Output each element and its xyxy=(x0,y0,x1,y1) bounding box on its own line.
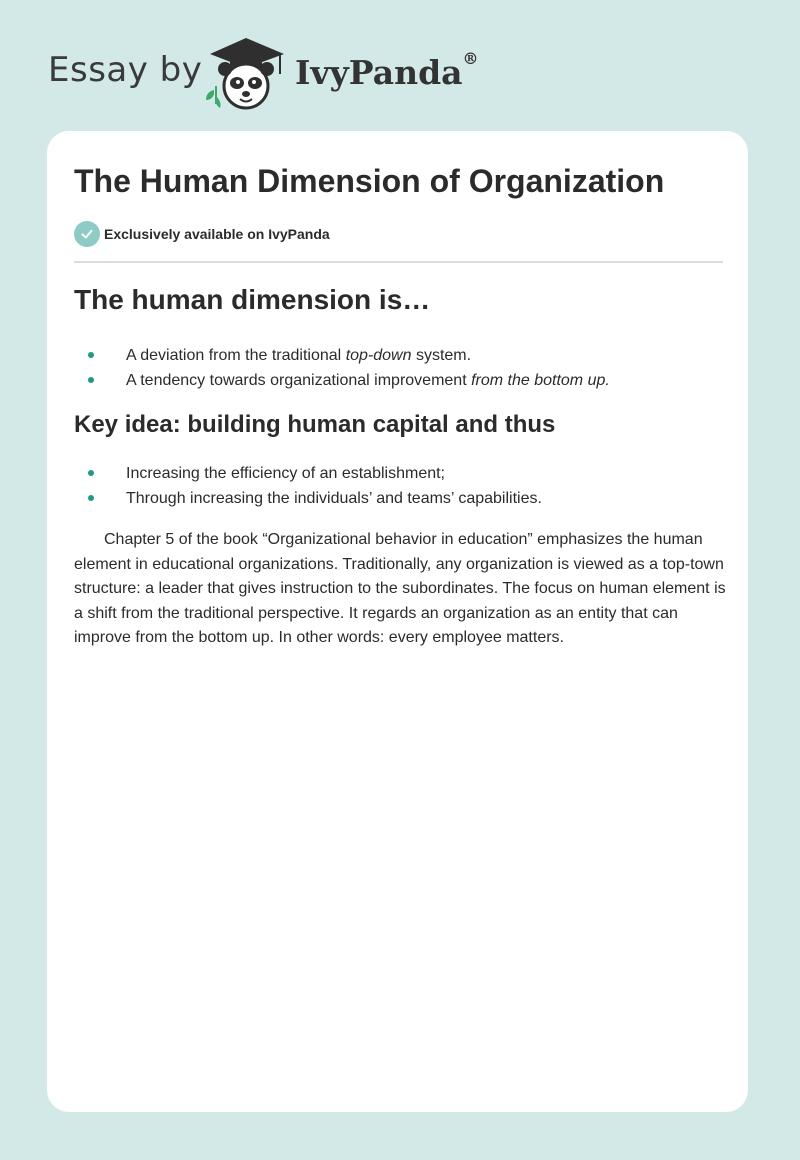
list-item xyxy=(74,368,714,393)
essay-by-label: Essay by xyxy=(48,50,203,90)
list-item-text: Through increasing the individuals’ and teams’ capabilities. xyxy=(126,490,542,507)
list-item xyxy=(74,461,714,486)
exclusive-badge xyxy=(74,221,330,247)
panda-logo-icon[interactable] xyxy=(200,34,292,110)
check-circle-icon xyxy=(74,221,100,247)
brand-text: IvyPanda xyxy=(295,53,463,92)
essay-title: The Human Dimension of Organization xyxy=(74,163,665,199)
bullet-dot xyxy=(88,377,94,383)
human-dimension-list xyxy=(74,343,714,393)
section-heading-human-dimension: The human dimension is… xyxy=(74,284,431,315)
key-idea-list xyxy=(74,461,714,511)
body-paragraph: Chapter 5 of the book “Organizational behavior in education” emphasizes the human element in educational organizations. Traditionally, any organization is viewed as a top-town structure: a leader that gives instruction to the subordinates. The focus on human element is a shift from the traditional perspective. It regards an organization as an entity that can improve from the bottom up. In other words: every employee matters. xyxy=(74,531,726,646)
list-item-text: A deviation from the traditional xyxy=(126,347,346,364)
title-divider xyxy=(74,261,723,263)
list-item-text: A tendency towards organizational improvement xyxy=(126,372,472,389)
essay-card xyxy=(47,131,748,1112)
list-item-emphasis: top-down xyxy=(345,347,412,364)
list-item xyxy=(74,343,714,368)
registered-mark: ® xyxy=(462,49,479,68)
exclusive-badge-text: Exclusively available on IvyPanda xyxy=(104,226,330,242)
list-item-emphasis: from the bottom up. xyxy=(471,372,610,389)
bullet-dot xyxy=(88,470,94,476)
site-header xyxy=(0,0,800,130)
brand-name[interactable] xyxy=(295,49,479,92)
bullet-dot xyxy=(88,495,94,501)
list-item-text: Increasing the efficiency of an establishment; xyxy=(126,465,445,482)
list-item xyxy=(74,486,714,511)
list-item-text-end: system. xyxy=(411,347,472,364)
section-heading-key-idea: Key idea: building human capital and thus xyxy=(74,411,556,438)
bullet-dot xyxy=(88,352,94,358)
